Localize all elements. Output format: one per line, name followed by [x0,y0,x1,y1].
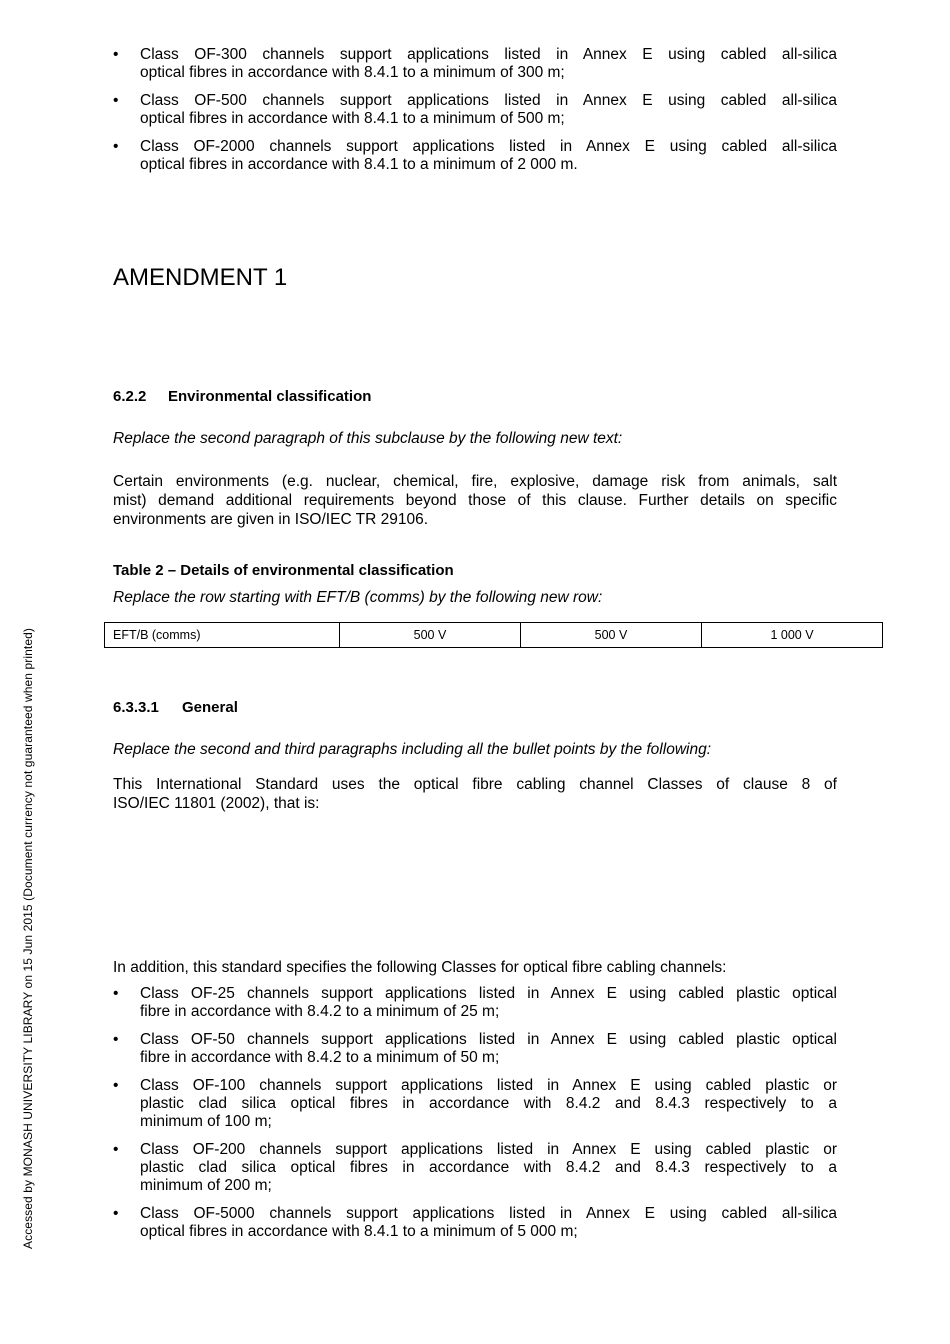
section-number: 6.2.2 [113,388,147,405]
table-cell-value: 500 V [340,623,521,648]
bullet-icon: • [113,1141,119,1158]
paragraph-line: In addition, this standard specifies the following Classes for optical fibre cabling channels: [113,959,727,976]
section1-paragraph [113,472,837,529]
list-item-line: optical fibres in accordance with 8.4.1 to a minimum of 500 m; [140,110,565,127]
section2-addition [113,958,837,977]
list-item [113,46,837,82]
list-item [113,1141,837,1195]
section-title: Environmental classification [168,388,372,405]
list-item-line: Class OF-300 channels support applications listed in Annex E using cabled all-silica [140,46,837,63]
list-item [113,138,837,174]
table2-instruction: Replace the row starting with EFT/B (comms) by the following new row: [113,589,603,606]
list-item-line: optical fibres in accordance with 8.4.1 to a minimum of 300 m; [140,64,565,81]
bullet-icon: • [113,1205,119,1222]
paragraph-line: This International Standard uses the optical fibre cabling channel Classes of clause 8 of [113,776,837,793]
list-item-line: optical fibres in accordance with 8.4.1 to a minimum of 2 000 m. [140,156,578,173]
paragraph-line: Certain environments (e.g. nuclear, chemical, fire, explosive, damage risk from animals, salt [113,473,837,490]
bullet-icon: • [113,92,119,109]
table-cell-value: 500 V [521,623,702,648]
list-item-line: minimum of 100 m; [140,1113,272,1130]
table-row [105,623,883,648]
list-item [113,92,837,128]
paragraph-line: mist) demand additional requirements beyond those of this clause. Further details on specific [113,492,837,509]
list-item-line: optical fibres in accordance with 8.4.1 to a minimum of 5 000 m; [140,1223,578,1240]
list-item-line: Class OF-5000 channels support applications listed in Annex E using cabled all-silica [140,1205,837,1222]
list-item [113,1205,837,1241]
list-item [113,1031,837,1067]
list-item-line: Class OF-50 channels support applications listed in Annex E using cabled plastic optical [140,1031,837,1048]
section1-instruction: Replace the second paragraph of this subclause by the following new text: [113,430,623,447]
section2-intro [113,775,837,813]
list-item-line: Class OF-2000 channels support applications listed in Annex E using cabled all-silica [140,138,837,155]
access-watermark-note: Accessed by MONASH UNIVERSITY LIBRARY on 15 Jun 2015 (Document currency not guaranteed when printed) [21,628,35,1249]
amendment-title: AMENDMENT 1 [113,264,288,291]
list-item [113,1077,837,1131]
section-heading-6-3-3-1 [113,699,238,716]
list-item-line: Class OF-25 channels support applications listed in Annex E using cabled plastic optical [140,985,837,1002]
list-item-line: Class OF-500 channels support applications listed in Annex E using cabled all-silica [140,92,837,109]
section-title: General [182,699,238,716]
list-item [113,985,837,1021]
paragraph-line: environments are given in ISO/IEC TR 29106. [113,511,429,528]
section-number: 6.3.3.1 [113,699,159,716]
table-cell-parameter: EFT/B (comms) [105,623,340,648]
table2-caption: Table 2 – Details of environmental classification [113,562,454,579]
bullet-icon: • [113,1077,119,1094]
paragraph-line: ISO/IEC 11801 (2002), that is: [113,795,320,812]
list-item-line: plastic clad silica optical fibres in accordance with 8.4.2 and 8.4.3 respectively to a [140,1095,837,1112]
bullet-icon: • [113,985,119,1002]
list-item-line: Class OF-200 channels support applications listed in Annex E using cabled plastic or [140,1141,837,1158]
section-heading-6-2-2 [113,388,371,405]
list-item-line: fibre in accordance with 8.4.2 to a minimum of 25 m; [140,1003,500,1020]
bullet-icon: • [113,46,119,63]
list-item-line: fibre in accordance with 8.4.2 to a minimum of 50 m; [140,1049,500,1066]
bullet-icon: • [113,1031,119,1048]
bullet-icon: • [113,138,119,155]
list-item-line: Class OF-100 channels support applications listed in Annex E using cabled plastic or [140,1077,837,1094]
environmental-classification-row-table [104,622,883,648]
list-item-line: minimum of 200 m; [140,1177,272,1194]
list-item-line: plastic clad silica optical fibres in accordance with 8.4.2 and 8.4.3 respectively to a [140,1159,837,1176]
table-cell-value: 1 000 V [702,623,883,648]
section2-instruction: Replace the second and third paragraphs including all the bullet points by the following: [113,741,711,758]
